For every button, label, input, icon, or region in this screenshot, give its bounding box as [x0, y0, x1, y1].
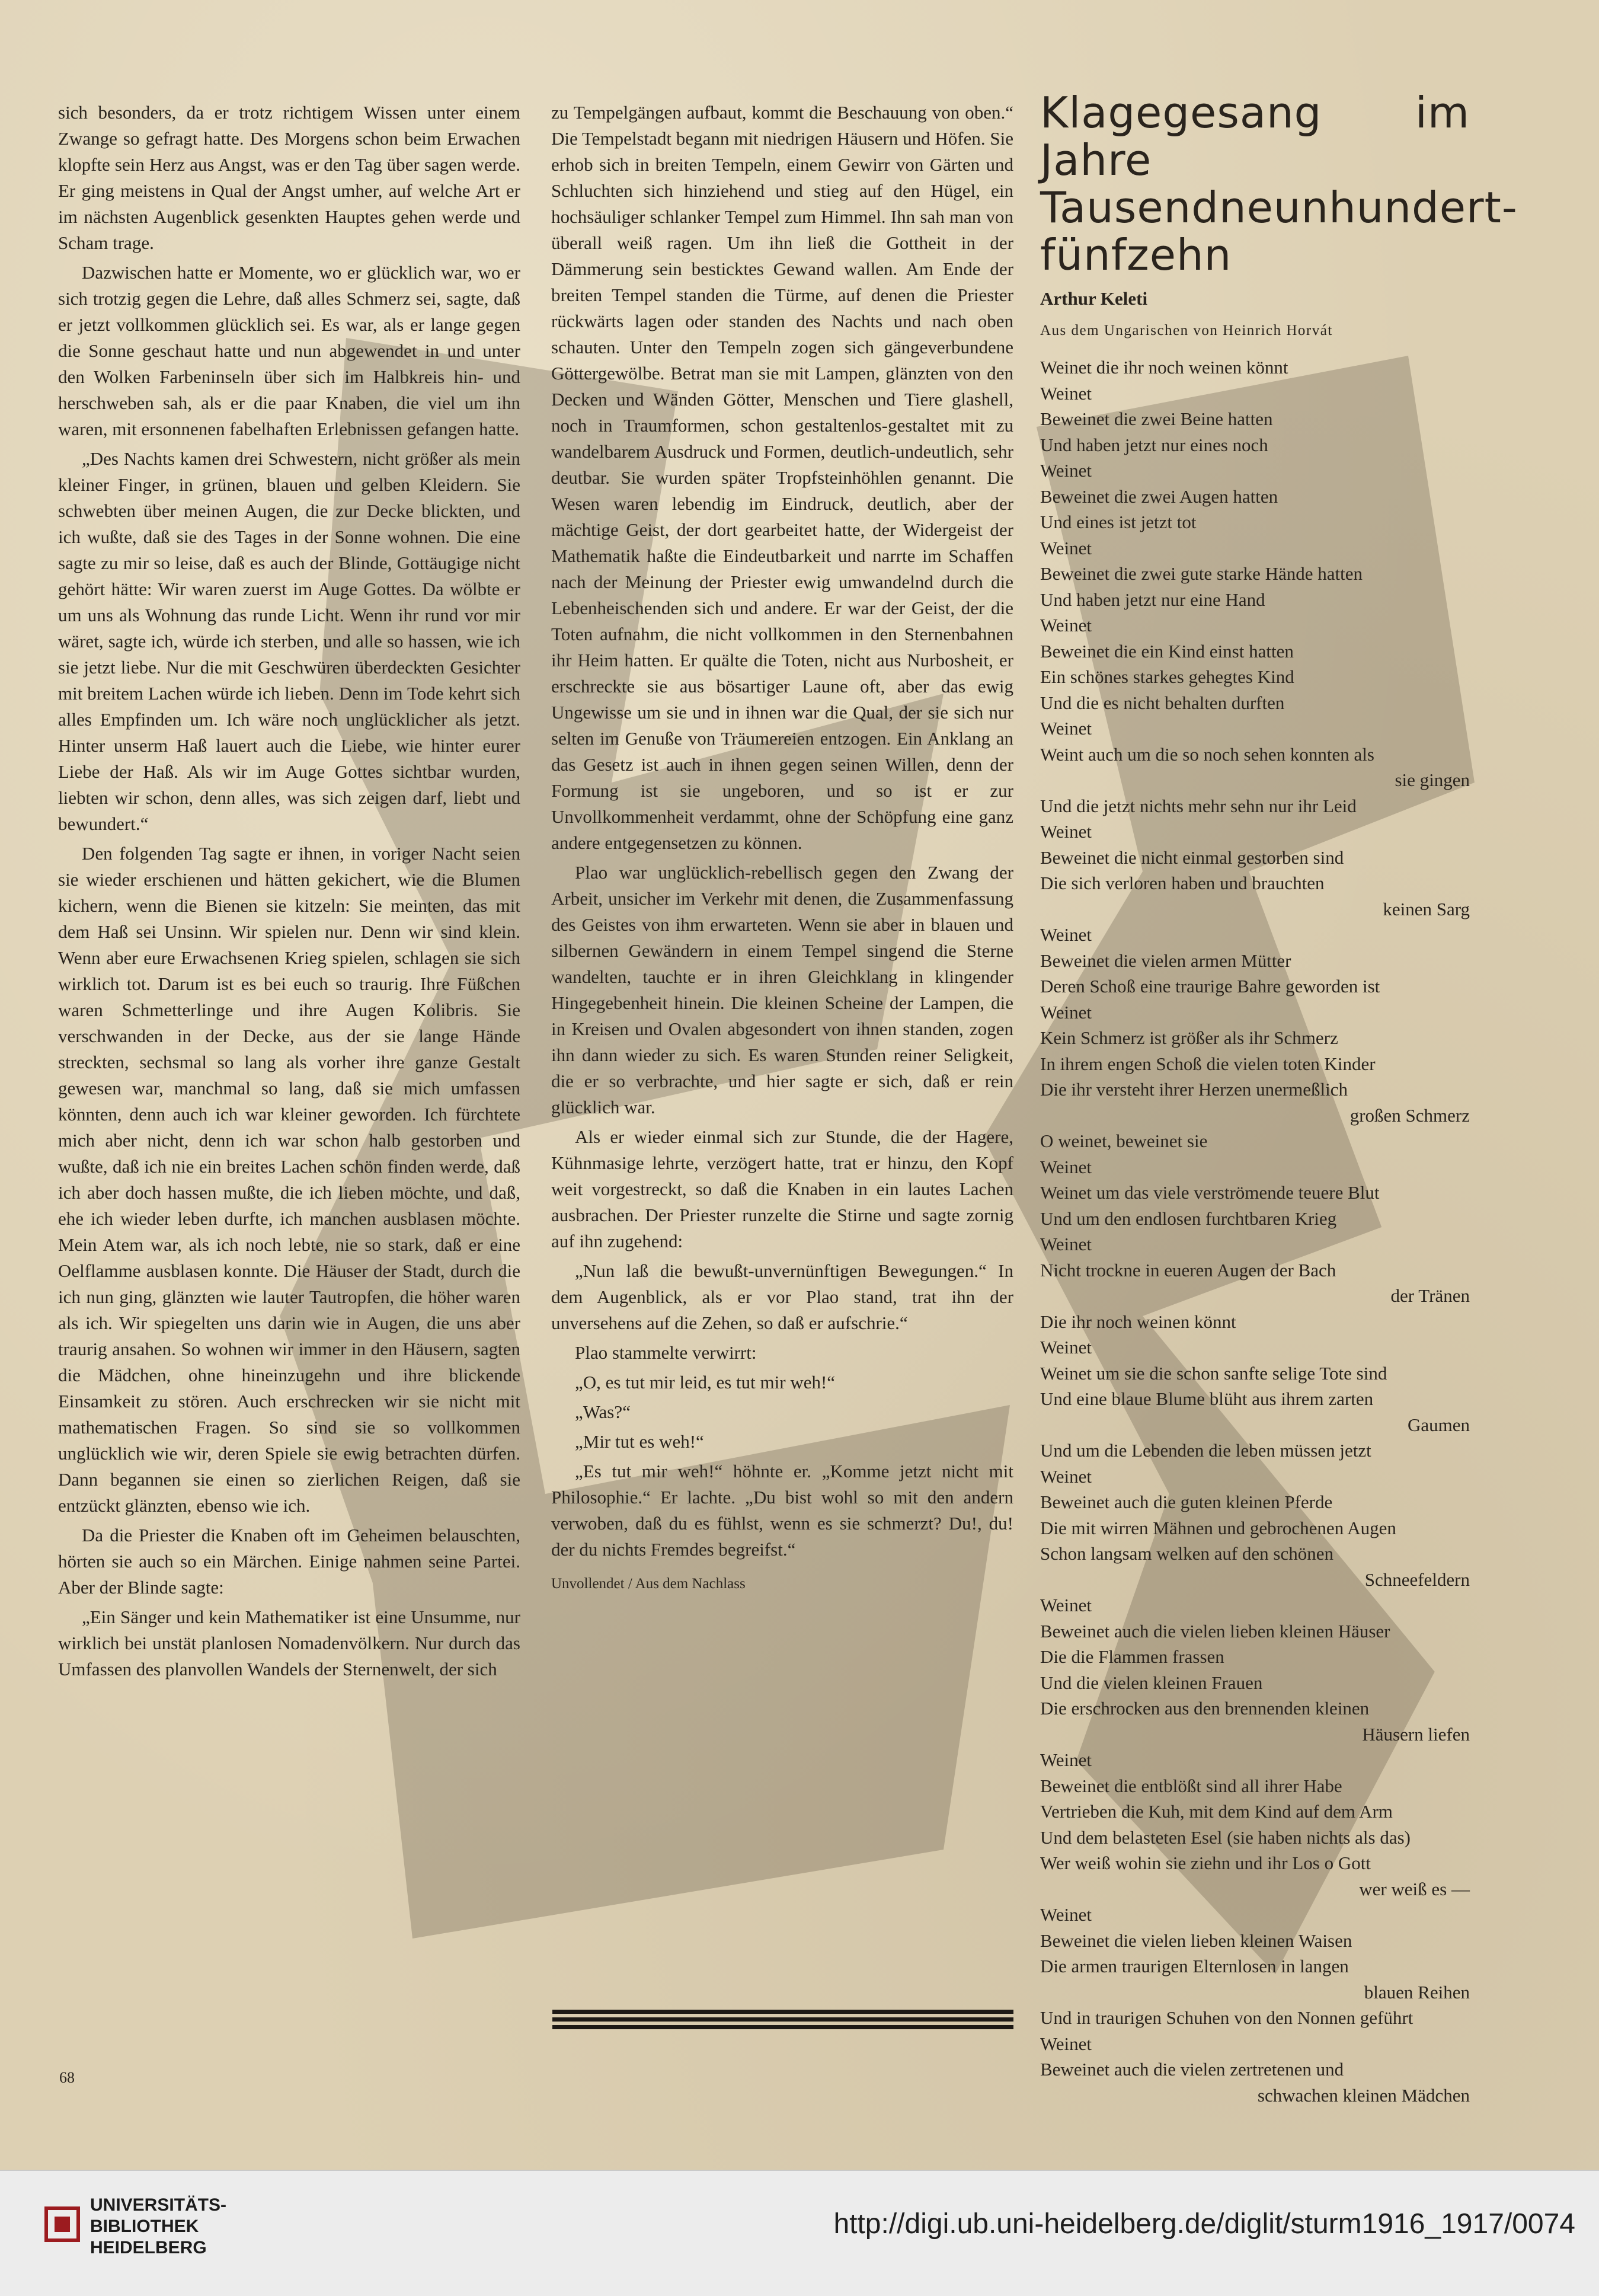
- poem-line: Weinet: [1040, 615, 1092, 636]
- poem-line: großen Schmerz: [1349, 1104, 1470, 1126]
- end-rule: [552, 2010, 1013, 2030]
- paragraph: „O, es tut mir leid, es tut mir weh!“: [575, 1372, 836, 1393]
- library-name-line: BIBLIOTHEK: [90, 2217, 199, 2236]
- rule-line: [552, 2010, 1013, 2014]
- poem-line: Häusern liefen: [1362, 1723, 1470, 1745]
- poem-line: Und die es nicht behalten durften: [1040, 692, 1285, 713]
- poem-line: Schon langsam welken auf den schönen: [1040, 1543, 1334, 1564]
- poem-line: der Tränen: [1390, 1285, 1470, 1306]
- poem-line: Weinet: [1040, 382, 1092, 404]
- poem-line: Beweinet die zwei Beine hatten: [1040, 408, 1273, 429]
- poem-line: Beweinet die zwei gute starke Hände hatten: [1040, 563, 1363, 584]
- library-name-line: UNIVERSITÄTS-: [90, 2195, 227, 2215]
- paragraph: Plao war unglücklich-rebellisch gegen den Zwang der Arbeit, unsicher im Verkehr mit denen, die Zusammenfassung des Geistes von ihm erwarteten. Wenn sie aber in blauen und silbernen Gewändern in einem Tempel singend die Sterne wandelten, tauchte er in ihren Gleichklang in klingender Hingegebenheit hinein. Die kleinen Scheine der Lampen, die in Kreisen und Ovalen abgesondert von ihnen standen, zogen ihn dann wieder zu sich. Es waren Stunden reiner Seligkeit, die er so verbrachte, und hier sagte er sich, daß er rein glücklich war.: [551, 862, 1013, 1117]
- poem-line: wer weiß es —: [1359, 1878, 1470, 1899]
- paragraph: Da die Priester die Knaben oft im Geheimen belauschten, hörten sie auch so ein Märchen. Einige nahmen seine Partei. Aber der Blinde sagte:: [58, 1525, 520, 1598]
- library-footer: [0, 2170, 1599, 2296]
- paragraph: zu Tempelgängen aufbaut, kommt die Beschauung von oben.“ Die Tempelstadt begann mit niedrigen Häusern und Höfen. Sie erhob sich in breiten Tempeln, einem Gewirr von Gärten und Schluchten sich hinziehend und stieg auf den Hügel, ein hochsäuliger schlanker Tempel zum Himmel. Ihn sah man von überall weiß ragen. Um ihn ließ die Gottheit in der Dämmerung sein besticktes Gewand wallen. Am Ende der breiten Tempel standen die Türme, auf denen die Priester rückwärts lagen oder standen des Nachts und nach oben schauten. Unter den Tempeln zogen sich gängeverbundene Göttergewölbe. Betrat man sie mit Lampen, glänzten von den Decken und Wänden Götter, Menschen und Tiere glashell, noch in Traumformen, schon gestaltenlos-gestaltet mit zu wandelbarem Ausdruck und Formen, deutlich-undeutlich, sehr deutbar. Sie wurden später Tropfsteinhöhlen genannt. Die Wesen waren lebendig im Eindruck, deutlich, aber der mächtige Geist, der dort gearbeitet hatte, der Widergeist der Mathematik haßte die Eindeutbarkeit und narrte im Schaffen nach der Meinung der Priester ewig umwandelnd durch die Lebenheischenden sich und andere. Er war der Geist, der die Toten aufnahm, die nicht vollkommen in den Sternenbahnen ihr Heim hatten. Er quälte die Toten, nicht aus Nurbosheit, er erschreckte sie aus bösartiger Laune oft, aber das ewig Ungewisse um sie und in ihnen war die Qual, der sie sich nur selten im Genuße von Träumereien entzogen. Ein Anklang an das Gesetz ist auch in ihnen gegen seinen Willen, denn der Formung ist sie ungeboren, und so ist er zur Unvollkommenheit verdammt, ohne der Schöpfung eine ganz andere entgegensetzen zu können.: [551, 102, 1013, 853]
- poem-line: Nicht trockne in eueren Augen der Bach: [1040, 1259, 1336, 1280]
- poem-line: Weinet um das viele verströmende teuere Blut: [1040, 1182, 1380, 1203]
- poem-line: Und dem belasteten Esel (sie haben nichts als das): [1040, 1826, 1411, 1848]
- poem-line: In ihrem engen Schoß die vielen toten Kinder: [1040, 1053, 1376, 1074]
- poem-line: Beweinet die zwei Augen hatten: [1040, 486, 1278, 507]
- paragraph: „Es tut mir weh!“ höhnte er. „Komme jetzt nicht mit Philosophie.“ Er lachte. „Du bist wohl so mit den andern verwoben, daß du es fühlst, wenn es sie schmerzt? Du!, du! der du nichts Fremdes begreifst.“: [551, 1461, 1013, 1560]
- poem-line: Und die jetzt nichts mehr sehn nur ihr Leid: [1040, 795, 1357, 816]
- poem-line: Und haben jetzt nur eines noch: [1040, 434, 1268, 455]
- poem-line: Weinet: [1040, 718, 1092, 739]
- poem-line: Weinet: [1040, 460, 1092, 481]
- poem-line: Weinet: [1040, 1234, 1092, 1254]
- poem-line: Vertrieben die Kuh, mit dem Kind auf dem Arm: [1040, 1801, 1393, 1822]
- poem-line: Die armen traurigen Elternlosen in langen: [1040, 1956, 1349, 1976]
- poem-line: Beweinet die ein Kind einst hatten: [1040, 640, 1294, 662]
- poem-translator: Aus dem Ungarischen von Heinrich Horvát: [1040, 322, 1333, 339]
- poem-line: Und eines ist jetzt tot: [1040, 512, 1197, 532]
- poem-line: Gaumen: [1407, 1414, 1470, 1435]
- poem-line: Und um den endlosen furchtbaren Krieg: [1040, 1208, 1337, 1229]
- poem-line: Weinet: [1040, 2033, 1092, 2054]
- poem-line: Und haben jetzt nur eine Hand: [1040, 589, 1265, 610]
- poem-line: Weinet: [1040, 1595, 1092, 1615]
- university-library-logo-icon: [41, 2204, 83, 2245]
- poem-line: Weinet: [1040, 1465, 1092, 1487]
- poem-line: Beweinet die vielen lieben kleinen Waisen: [1040, 1930, 1352, 1951]
- poem-line: Weinet: [1040, 821, 1092, 842]
- poem-line: Weinet die ihr noch weinen könnt: [1040, 357, 1288, 378]
- poem-line: Kein Schmerz ist größer als ihr Schmerz: [1040, 1027, 1338, 1048]
- poem-line: Weint auch um die so noch sehen konnten als: [1040, 743, 1374, 765]
- poem-line: Und die vielen kleinen Frauen: [1040, 1672, 1263, 1693]
- text-column-left: [58, 100, 520, 1686]
- poem-line: Weinet: [1040, 924, 1092, 945]
- poem-line: Weinet: [1040, 1337, 1092, 1358]
- poem-line: Die mit wirren Mähnen und gebrochenen Augen: [1040, 1517, 1396, 1538]
- page-number: 68: [59, 2069, 75, 2086]
- poem-line: Die erschrocken aus den brennenden kleinen: [1040, 1698, 1370, 1719]
- poem-line: Wer weiß wohin sie ziehn und ihr Los o Gott: [1040, 1853, 1371, 1873]
- footnote-unvollendet: Unvollendet / Aus dem Nachlass: [551, 1576, 746, 1592]
- library-name: [90, 2195, 226, 2259]
- poem-line: Und um die Lebenden die leben müssen jetzt: [1040, 1440, 1371, 1461]
- rule-line: [552, 2025, 1013, 2029]
- paragraph: sich besonders, da er trotz richtigem Wissen unter einem Zwange so gefragt hatte. Des Morgens schon beim Erwachen klopfte sein Herz aus Angst, was er den Tag über sagen werde. Er ging meistens in Qual der Angst umher, auf welche Art er im nächsten Augenblick gesenkten Hauptes gehen werde und Scham trage.: [58, 102, 520, 253]
- paragraph: „Ein Sänger und kein Mathematiker ist eine Unsumme, nur wirklich bei unstät planlosen Nomadenvölkern. Nur durch das Umfassen des planvollen Wandels der Sternenwelt, der sich: [58, 1607, 520, 1679]
- poem-line: Beweinet die entblößt sind all ihrer Habe: [1040, 1775, 1342, 1796]
- poem-line: Weinet: [1040, 1156, 1092, 1177]
- poem-line: O weinet, beweinet sie: [1040, 1131, 1208, 1151]
- poem-line: Beweinet auch die guten kleinen Pferde: [1040, 1492, 1333, 1512]
- poem-line: Weinet um sie die schon sanfte selige Tote sind: [1040, 1362, 1387, 1384]
- poem-line: Die sich verloren haben und brauchten: [1040, 873, 1325, 893]
- poem-line: Weinet: [1040, 537, 1092, 558]
- poem-line: blauen Reihen: [1364, 1981, 1470, 2003]
- source-url-link[interactable]: http://digi.ub.uni-heidelberg.de/diglit/sturm1916_1917/0074: [833, 2208, 1575, 2240]
- paragraph: „Nun laß die bewußt-unvernünftigen Bewegungen.“ In dem Augenblick, als er vor Plao stand, trat ihn der unversehens auf die Zehen, so daß er aufschrie.“: [551, 1260, 1013, 1333]
- poem-line: Die die Flammen frassen: [1040, 1646, 1224, 1667]
- poem-line: Weinet: [1040, 1904, 1092, 1925]
- poem-line: Deren Schoß eine traurige Bahre geworden ist: [1040, 976, 1380, 997]
- poem-author: Arthur Keleti: [1040, 288, 1148, 309]
- poem-line: Weinet: [1040, 1001, 1092, 1023]
- paragraph: Als er wieder einmal sich zur Stunde, die der Hagere, Kühnmasige lehrte, verzögert hatte, trat er hinzu, den Kopf weit vorgestreckt, so daß die Knaben in ein lautes Lachen ausbrachen. Der Priester runzelte die Stirne und sagte zornig auf ihn zugehend:: [551, 1126, 1013, 1251]
- poem-title: Klagegesang im Jahre Tausendneunhundert-fünfzehn: [1040, 88, 1518, 280]
- text-column-middle: [551, 100, 1013, 1597]
- paragraph: „Was?“: [575, 1401, 631, 1422]
- poem-line: Beweinet auch die vielen zertretenen und: [1040, 2059, 1344, 2080]
- poem-lines: [1040, 355, 1470, 2108]
- poem-line: schwachen kleinen Mädchen: [1257, 2084, 1470, 2106]
- poem-line: sie gingen: [1395, 769, 1470, 790]
- paragraph: „Des Nachts kamen drei Schwestern, nicht größer als mein kleiner Finger, in grünen, blauen und gelben Kleidern. Sie schwebten über meinen Augen, die zur Decke blickten, und ich wußte, daß sie des Tages in der Sonne wohnen. Die eine sagte zu mir so leise, daß es auch der Blinde, Gottäugige nicht gehört hätte: Wir waren zuerst im Auge Gottes. Da wölbte er um uns als Wohnung das runde Licht. Wenn ihr rund vor mir wäret, sagte ich, würde ich sterben, und alle so hassen, wie ich sie jetzt liebe. Nur die mit Geschwüren überdeckten Gesichter mit breitem Lachen würde ich lieben. Denn im Tode kehrt sich alles Empfinden um. Ich wäre noch unglücklicher als jetzt. Hinter unserm Haß lauert auch die Liebe, wie hinter eurer Liebe der Haß. Als wir im Auge Gottes sichtbar wurden, liebten wir schon, denn alles, was sich zeigen darf, liebt und bewundert.“: [58, 448, 520, 834]
- poem-line: Beweinet die nicht einmal gestorben sind: [1040, 847, 1344, 868]
- poem-line: Und in traurigen Schuhen von den Nonnen geführt: [1040, 2007, 1413, 2028]
- poem-column: [1040, 88, 1518, 2108]
- poem-line: Und eine blaue Blume blüht aus ihrem zarten: [1040, 1388, 1374, 1409]
- paragraph: Den folgenden Tag sagte er ihnen, in voriger Nacht seien sie wieder erschienen und hätten gekichert, wie die Blumen kichern, wenn die Bienen sie kitzeln: Sie meinten, das mit dem Haß sei Unsinn. Wir spielen nur. Denn wir sind klein. Wenn aber eure Erwachsenen Krieg spielen, schlagen sie sich wirklich tot. Darum ist es bei euch so traurig. Ihre Füßchen waren Schmetterlinge und ihre Augen Kolibris. Sie verschwanden in der Decke, aus der sie lange Hände streckten, sechsmal so lang als vorher ihre ganze Gestalt gewesen war, manchmal so lang, daß sie mich umfassen könnten, denn auch ich war kleiner geworden. Ich fürchtete mich aber nicht, denn ich war schon halb gestorben und wußte, daß ich nie ein breites Lachen schön finden werde, daß ich aber doch hassen mußte, die ich lieben möchte, und daß, ehe ich wieder leben durfte, ich manchen ausblasen möchte. Mein Atem war, als ich noch lebte, nie so stark, daß er eine Oelflamme ausblasen konnte. Die Häuser der Stadt, durch die ich nun ging, glänzten wie lauter Tautropfen, die höher waren als ich. Wir spiegelten uns darin wie in Augen, die uns aber traurig ansahen. So wohnen wir immer in den Häusern, sagten die Mädchen, ohne hineinzugehn und ihre blickende Einsamkeit zu stören. Auch erschrecken wir sie nicht mit mathematischen Fragen. So sind sie so vollkommen unglücklich wie wir, deren Spiele sie ewig betrachten dürfen. Dann begannen sie einen so zierlichen Reigen, daß sie entzückt glänzten, ebenso wie ich.: [58, 843, 520, 1516]
- paragraph: Plao stammelte verwirrt:: [575, 1342, 757, 1363]
- poem-line: Die ihr noch weinen könnt: [1040, 1311, 1236, 1332]
- rule-line: [552, 2017, 1013, 2022]
- paragraph: „Mir tut es weh!“: [575, 1431, 704, 1452]
- poem-line: Beweinet auch die vielen lieben kleinen Häuser: [1040, 1620, 1390, 1642]
- paragraph: Dazwischen hatte er Momente, wo er glücklich war, wo er sich trotzig gegen die Lehre, daß alles Schmerz sei, sagte, daß er jetzt vollkommen glücklich sei. Es war, als er lange gegen die Sonne geschaut hatte und nun abgewendet in und unter den Wolken Farbeninseln über sich im Halbkreis hin- und herschweben sah, als er die paar Knaben, die viel um ihn waren, mit ersonnenen fabelhaften Erlebnissen gefangen hatte.: [58, 262, 520, 439]
- poem-line: Weinet: [1040, 1749, 1092, 1770]
- poem-line: keinen Sarg: [1383, 898, 1470, 919]
- poem-line: Ein schönes starkes gehegtes Kind: [1040, 666, 1294, 687]
- library-name-line: HEIDELBERG: [90, 2238, 207, 2257]
- poem-line: Beweinet die vielen armen Mütter: [1040, 950, 1291, 971]
- poem-line: Die ihr versteht ihrer Herzen unermeßlich: [1040, 1079, 1348, 1100]
- poem-line: Schneefeldern: [1364, 1569, 1470, 1590]
